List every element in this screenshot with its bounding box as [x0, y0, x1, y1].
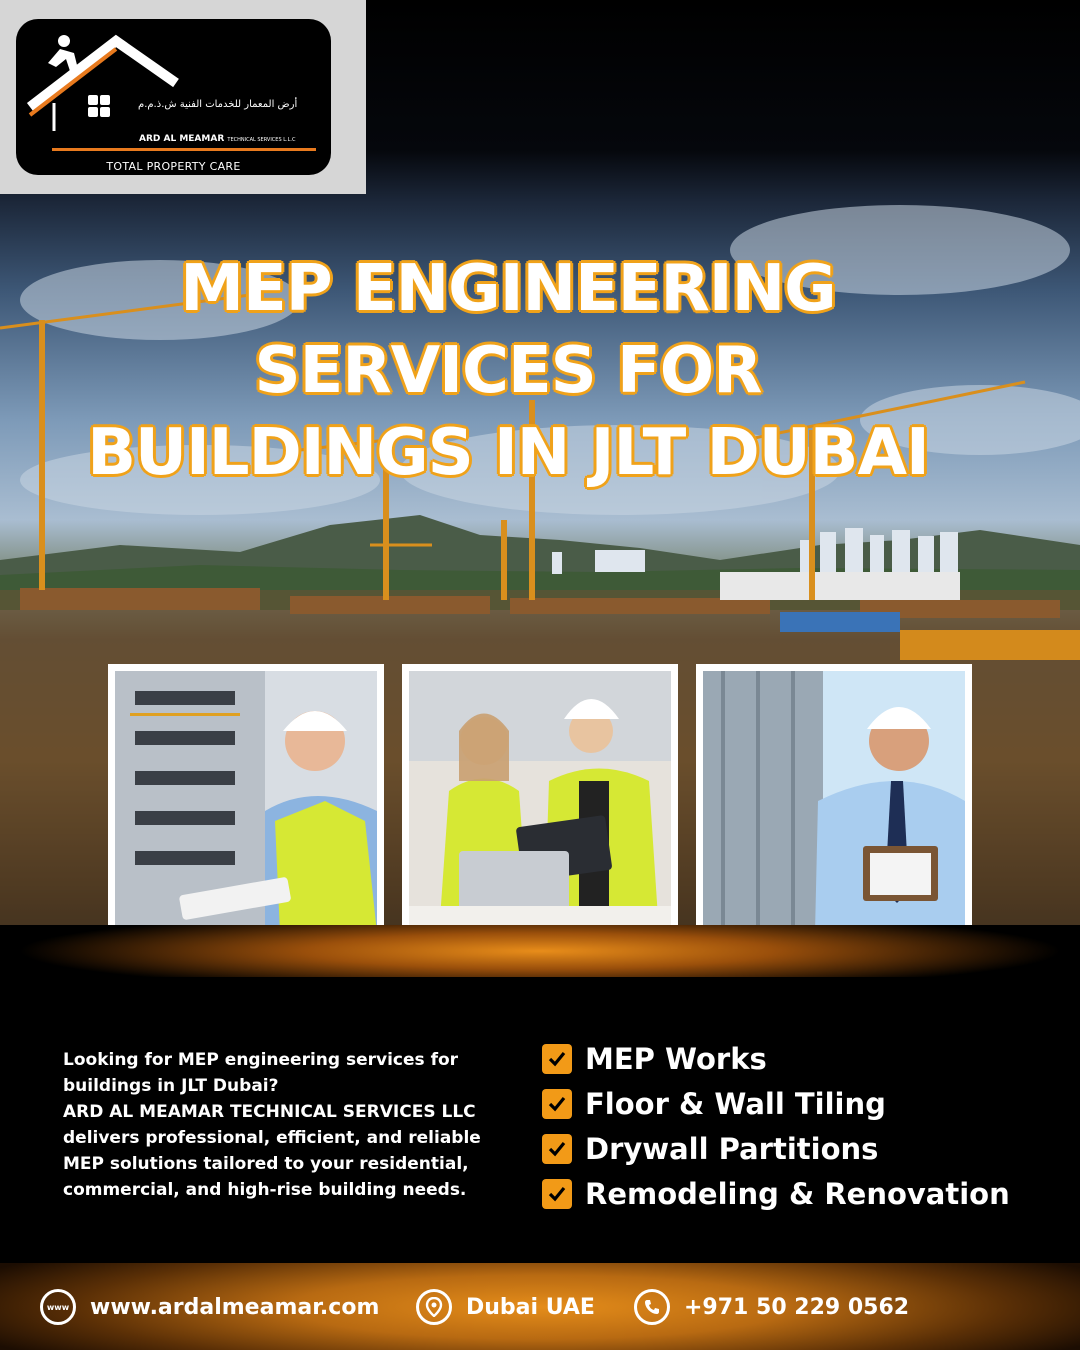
- photo-inspector-with-clipboard: [696, 664, 972, 940]
- company-tagline: TOTAL PROPERTY CARE: [106, 160, 241, 173]
- contact-footer: [0, 1263, 1080, 1350]
- checkbox-checked-icon: [542, 1134, 572, 1164]
- engineers-illustration: [409, 671, 671, 933]
- logo-divider: [52, 148, 316, 151]
- intro-question: Looking for MEP engineering services for buildings in JLT Dubai?: [63, 1050, 459, 1096]
- intro-body: ARD AL MEAMAR TECHNICAL SERVICES LLC delivers professional, efficient, and reliable MEP solutions tailored to your residential, commercial, and high-rise building needs.: [63, 1102, 481, 1200]
- intro-description: [63, 1047, 503, 1203]
- phone-number[interactable]: +971 50 229 0562: [684, 1294, 910, 1320]
- service-item-mep-works: [542, 1036, 1010, 1081]
- service-label: MEP Works: [585, 1041, 767, 1076]
- headline-line-2: SERVICES FOR: [254, 334, 762, 408]
- photo-engineers-with-tablet: [402, 664, 678, 940]
- service-item-floor-wall-tiling: [542, 1081, 1010, 1126]
- footer-phone[interactable]: [634, 1287, 909, 1327]
- electrician-illustration: [115, 671, 377, 933]
- roof-house-icon: [16, 19, 331, 175]
- footer-location: [416, 1287, 595, 1327]
- footer-website[interactable]: [40, 1287, 379, 1327]
- company-name-suffix: TECHNICAL SERVICES L.L.C: [227, 137, 296, 143]
- location-pin-icon: [416, 1289, 452, 1325]
- logo-panel: [0, 0, 366, 194]
- service-label: Floor & Wall Tiling: [585, 1086, 886, 1121]
- phone-icon: [634, 1289, 670, 1325]
- inspector-illustration: [703, 671, 965, 933]
- orange-glow-divider: [0, 925, 1080, 977]
- globe-web-icon: www: [40, 1289, 76, 1325]
- page-title: [0, 248, 1016, 494]
- photo-electrician-at-panel: [108, 664, 384, 940]
- checkbox-checked-icon: [542, 1179, 572, 1209]
- headline-line-3: BUILDINGS IN JLT DUBAI: [87, 416, 929, 490]
- services-list: [542, 1036, 1010, 1216]
- location-text: Dubai UAE: [466, 1294, 595, 1320]
- headline-line-1: MEP ENGINEERING: [180, 252, 836, 326]
- company-logo: [16, 19, 331, 175]
- service-label: Remodeling & Renovation: [585, 1176, 1010, 1211]
- service-item-drywall-partitions: [542, 1126, 1010, 1171]
- service-label: Drywall Partitions: [585, 1131, 879, 1166]
- company-name-english: ARD AL MEAMAR TECHNICAL SERVICES L.L.C: [139, 134, 296, 144]
- company-name-arabic: أرض المعمار للخدمات الفنية ش.ذ.م.م: [138, 99, 298, 110]
- service-item-remodeling-renovation: [542, 1171, 1010, 1216]
- website-link[interactable]: www.ardalmeamar.com: [90, 1294, 380, 1320]
- checkbox-checked-icon: [542, 1044, 572, 1074]
- checkbox-checked-icon: [542, 1089, 572, 1119]
